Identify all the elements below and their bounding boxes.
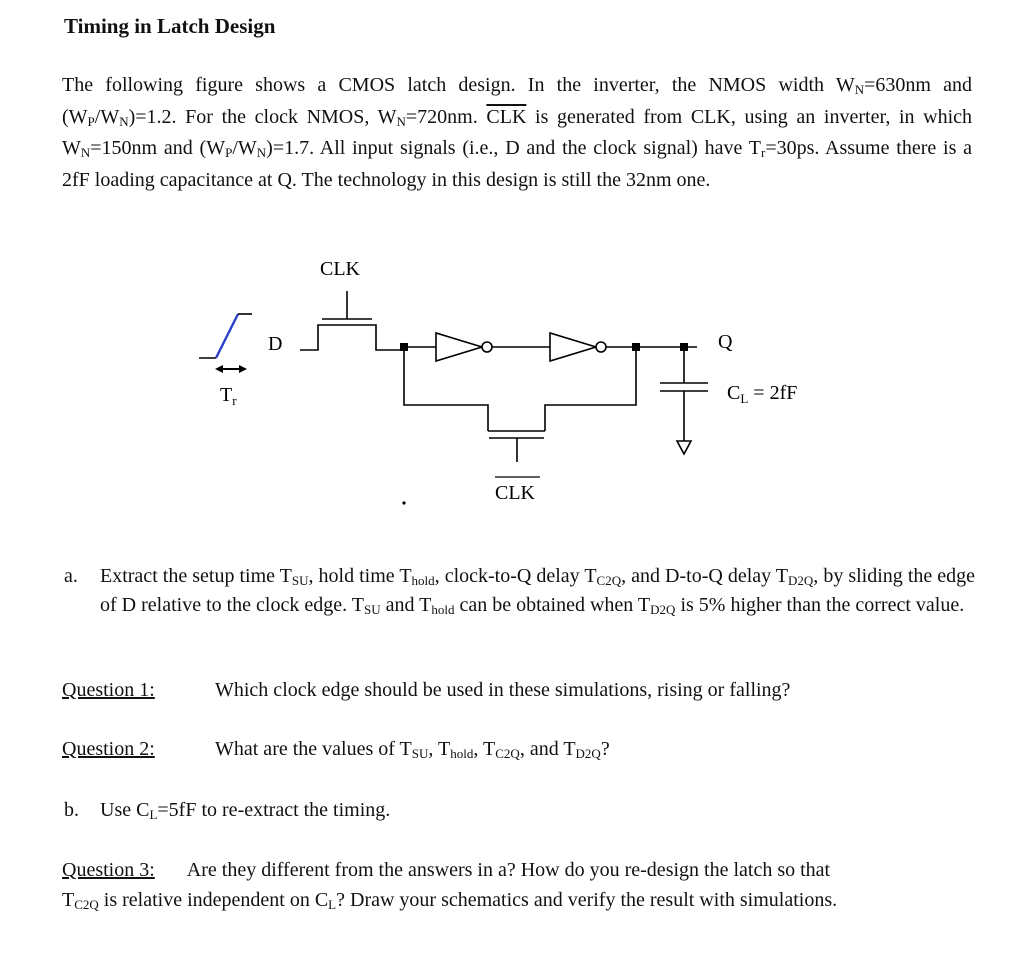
d-label: D (268, 333, 283, 355)
page-title: Timing in Latch Design (64, 14, 276, 38)
tr-arrow-left (215, 365, 223, 373)
part-b-marker: b. (64, 799, 79, 821)
part-a-marker: a. (64, 565, 78, 587)
question-3 (62, 855, 962, 915)
question-2-text: What are the values of $T_{SU}$, $T_{hold}$, $T_{C2Q}$, and $T_{D2Q}$? (215, 738, 610, 761)
question-1-label: Question 1: (62, 679, 155, 701)
stray-dot (402, 501, 405, 504)
question-2 (62, 738, 155, 761)
ground-icon (677, 441, 691, 454)
question-2-label: Question 2: (62, 738, 155, 760)
clk-bottom-label: CLK (495, 482, 535, 504)
part-b-text: Use $C_L=5fF$ to re-extract the timing. (100, 799, 391, 822)
feedback-left (404, 347, 488, 431)
node-dot-input (400, 343, 408, 351)
q-label: Q (718, 331, 733, 353)
inverter-1-bubble (482, 342, 492, 352)
question-3-line2: $T_{C2Q}$ is relative independent on $C_L$? Draw your schematics and verify the result with simulations. (62, 889, 838, 912)
node-dot-q (680, 343, 688, 351)
question-1 (62, 679, 155, 702)
clk-bar-text: $\overline{CLK}$ (486, 105, 527, 128)
question-3-label: Question 3: (62, 859, 155, 881)
part-a-text: Extract the setup time $T_{SU}$, hold time $T_{hold}$, clock-to-Q delay $T_{C2Q}$, and D-to-Q delay $T_{D2Q}$, by sliding the edge of D relative to the clock edge. $T_{SU}$ and $T_{hold}$ can be obtained when $T_{D2Q}$ is 5% higher than the correct value. (100, 565, 976, 617)
question-3-line1: Are they different from the answers in a? How do you re-design the latch so that (186, 859, 831, 881)
d-wire (300, 325, 404, 350)
node-dot-feedback (632, 343, 640, 351)
latch-schematic (0, 240, 1024, 520)
question-1-text: Which clock edge should be used in these simulations, rising or falling? (215, 679, 791, 701)
intro-paragraph: The following figure shows a CMOS latch design. In the inverter, the NMOS width $W_N=630nm$ and $(W_P/W_N)=1.2$. For the clock NMOS, $W_N=720nm$. $\overline{CLK}$ is generated from CLK, using an inverter, in which $W_N=150nm$ and $(W_P/W_N)=1.7$. All input signals (i.e., D and the clock signal) have $T_r=30ps$. Assume there is a 2fF loading capacitance at Q. The technology in this design is still the 32nm one. (62, 74, 973, 191)
clk-top-label: CLK (320, 258, 360, 280)
inverter-2 (550, 333, 596, 361)
cl-label: $C_L = 2fF$ (727, 382, 798, 406)
feedback-right (545, 347, 636, 431)
input-ramp-edge (216, 314, 238, 358)
inverter-2-bubble (596, 342, 606, 352)
tr-arrow-right (239, 365, 247, 373)
tr-label: $T_r$ (220, 384, 237, 408)
inverter-1 (436, 333, 482, 361)
